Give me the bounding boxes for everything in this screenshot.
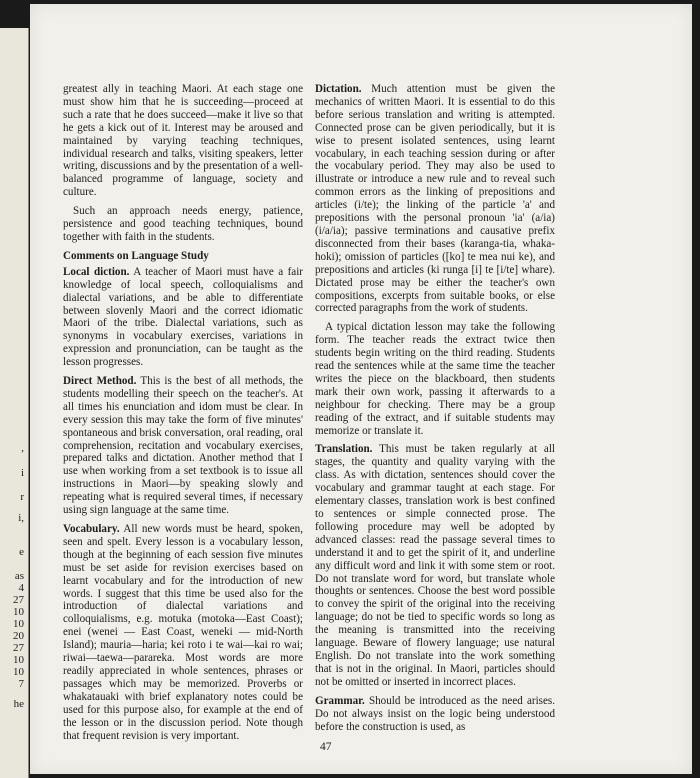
right-column [315, 83, 555, 739]
dictation-paragraph [315, 83, 555, 315]
direct-method-text: This is the best of all methods, the students modelling their speech on the teacher's. At all times his enunciation and idom must be clear. In every session this may take the form of five minutes' spontaneous and brisk conversation, oral reading, oral comprehension, recitation and vocabulary exercises, prepared talks and dictation. Another method that I use when working from a set textbook is to issue all instructions in Maori—by speaking slowly and repeating what is required several times, if necessary using sign language at the same time. [63, 375, 303, 517]
prev-page-fragment: 10 [13, 606, 24, 618]
prev-page-fragment: e [19, 546, 24, 558]
prev-page-fragment: 20 [13, 630, 24, 642]
prev-page-fragment: 10 [13, 666, 24, 678]
direct-method-paragraph [63, 375, 303, 517]
translation-paragraph [315, 443, 555, 688]
local-diction-title: Local diction. [63, 265, 130, 278]
direct-method-title: Direct Method. [63, 375, 137, 388]
prev-page-fragment: 4 [18, 582, 24, 594]
translation-title: Translation. [315, 443, 373, 456]
prev-page-fragment: as [14, 570, 24, 582]
prev-page-fragment: 10 [13, 618, 24, 630]
previous-page-edge [0, 28, 29, 778]
left-column [63, 83, 303, 748]
approach-paragraph: Such an approach needs energy, patience, persistence and good teaching techniques, bound together with faith in the students. [63, 205, 303, 243]
prev-page-fragment: i [20, 467, 24, 479]
typical-dictation-paragraph: A typical dictation lesson may take the following form. The teacher reads the extract twice then students begin writing on the third reading. Students read the sentences while at the same time the teacher writes the piece on the blackboard, then students mark their own work, passing it afterwards to a neighbour for checking. There may be a group reading of the extract, and if suitable students may memorize or translate it. [315, 321, 555, 437]
prev-page-fragment: i, [18, 512, 24, 524]
vocabulary-paragraph [63, 523, 303, 742]
prev-page-fragment: 10 [13, 654, 24, 666]
dictation-text: Much attention must be given the mechanics of written Maori. It is essential to do this before serious translation and writing is attempted. Connected prose can be given periodically, but it is wise to present isolated sentences, using learnt vocabulary, in each teaching session during or after the vocabulary period. They may also be used to illustrate or introduce a new rule and to reveal such common errors as the linking of prepositions and articles (i/te); the linking of the particle 'a' and prepositions with the personal pronoun 'ia' (a/ia) (i/a/ia); passive terminations and causative prefix disconnected from their bases (karanga-tia, whaka-hoki); omission of particles ([ko] te mea nui ke), and prepositions and articles (ki runga [i] te [i/te] whare). Dictated prose may be either the teacher's own compositions, excerpts from suitable books, or else corrected paragraphs from the work of students. [315, 83, 555, 315]
section-heading: Comments on Language Study [63, 249, 209, 262]
intro-paragraph: greatest ally in teaching Maori. At each stage one must show him that he is succeeding—proceed at such a rate that he does succeed—make it live so that he gets a kick out of it. Interest may be aroused and maintained by varying teaching techniques, individual research and talks, visiting speakers, letter writing, discussions and by the presentation of a well-balanced programme of language, society and culture. [63, 83, 303, 199]
translation-text: This must be taken regularly at all stages, the quantity and quality varying with the class. As with dictation, sentences should cover the vocabulary and grammar taught at each stage. For elementary classes, translation work is best confined to sentences or simple connected prose. The following procedure may well be adopted by advanced classes: read the passage several times to understand it and to get the spirit of it, and underline any difficult word and link it with some stem or root. Do not translate word for word, but translate whole thoughts or sentences. Choose the best word possible to convey the spirit of the original into the receiving language; do not be tied to specific words so long as the meaning is transmitted into the receiving language. Beware of flowery language; use natural English. Do not translate into the work something that is not in the original. In Maori, particles should not be omitted or inserted in incorrect places. [315, 443, 555, 688]
prev-page-fragment: 7 [18, 678, 24, 690]
local-diction-text: A teacher of Maori must have a fair knowledge of local speech, colloquialisms and dialectal variations, and be able to differentiate between slovenly Maori and the correct idiomatic Maori of the tribe. Dialectal variations, such as synonyms in vocabulary exercises, variations in expression and pronunciation, can be taught as the lesson progresses. [63, 265, 304, 369]
grammar-title: Grammar. [315, 694, 365, 707]
prev-page-fragment: 27 [13, 642, 24, 654]
book-page [30, 4, 692, 774]
prev-page-fragment: 27 [13, 594, 24, 606]
grammar-text: Should be introduced as the need arises. Do not always insist on the logic being understood before the construction is used, as [315, 694, 555, 733]
prev-page-fragment: , [21, 442, 24, 454]
prev-page-fragment: r [20, 491, 24, 503]
prev-page-fragment: he [13, 698, 24, 710]
grammar-paragraph [315, 695, 555, 734]
dictation-title: Dictation. [315, 83, 362, 95]
page-number: 47 [320, 741, 332, 753]
vocabulary-title: Vocabulary. [63, 523, 120, 535]
vocabulary-text: All new words must be heard, spoken, seen and spelt. Every lesson is a vocabulary lesson, though at the beginning of each session five minutes must be set aside for revision exercises based on learnt vocabulary and for the introduction of new words. I suggest that this time be used also for the introduction of dialectal variations and colloquialisms, e.g. motuka (motoka—East Coast); enei (wenei — East Coast, weneki — mid-North Island); mauria—haria; kei roto i te wai—kai ro wai; riwai—taewa—parareka. Most words are more readily appreciated in whole sentences, phrases or passages which may be memorized. Proverbs or whakatauaki with brief explanatory notes could be used for this purpose also, for example at the end of the lesson or in the discussion period. Note though that frequent revision is very important. [63, 523, 303, 742]
local-diction-paragraph [63, 266, 303, 369]
